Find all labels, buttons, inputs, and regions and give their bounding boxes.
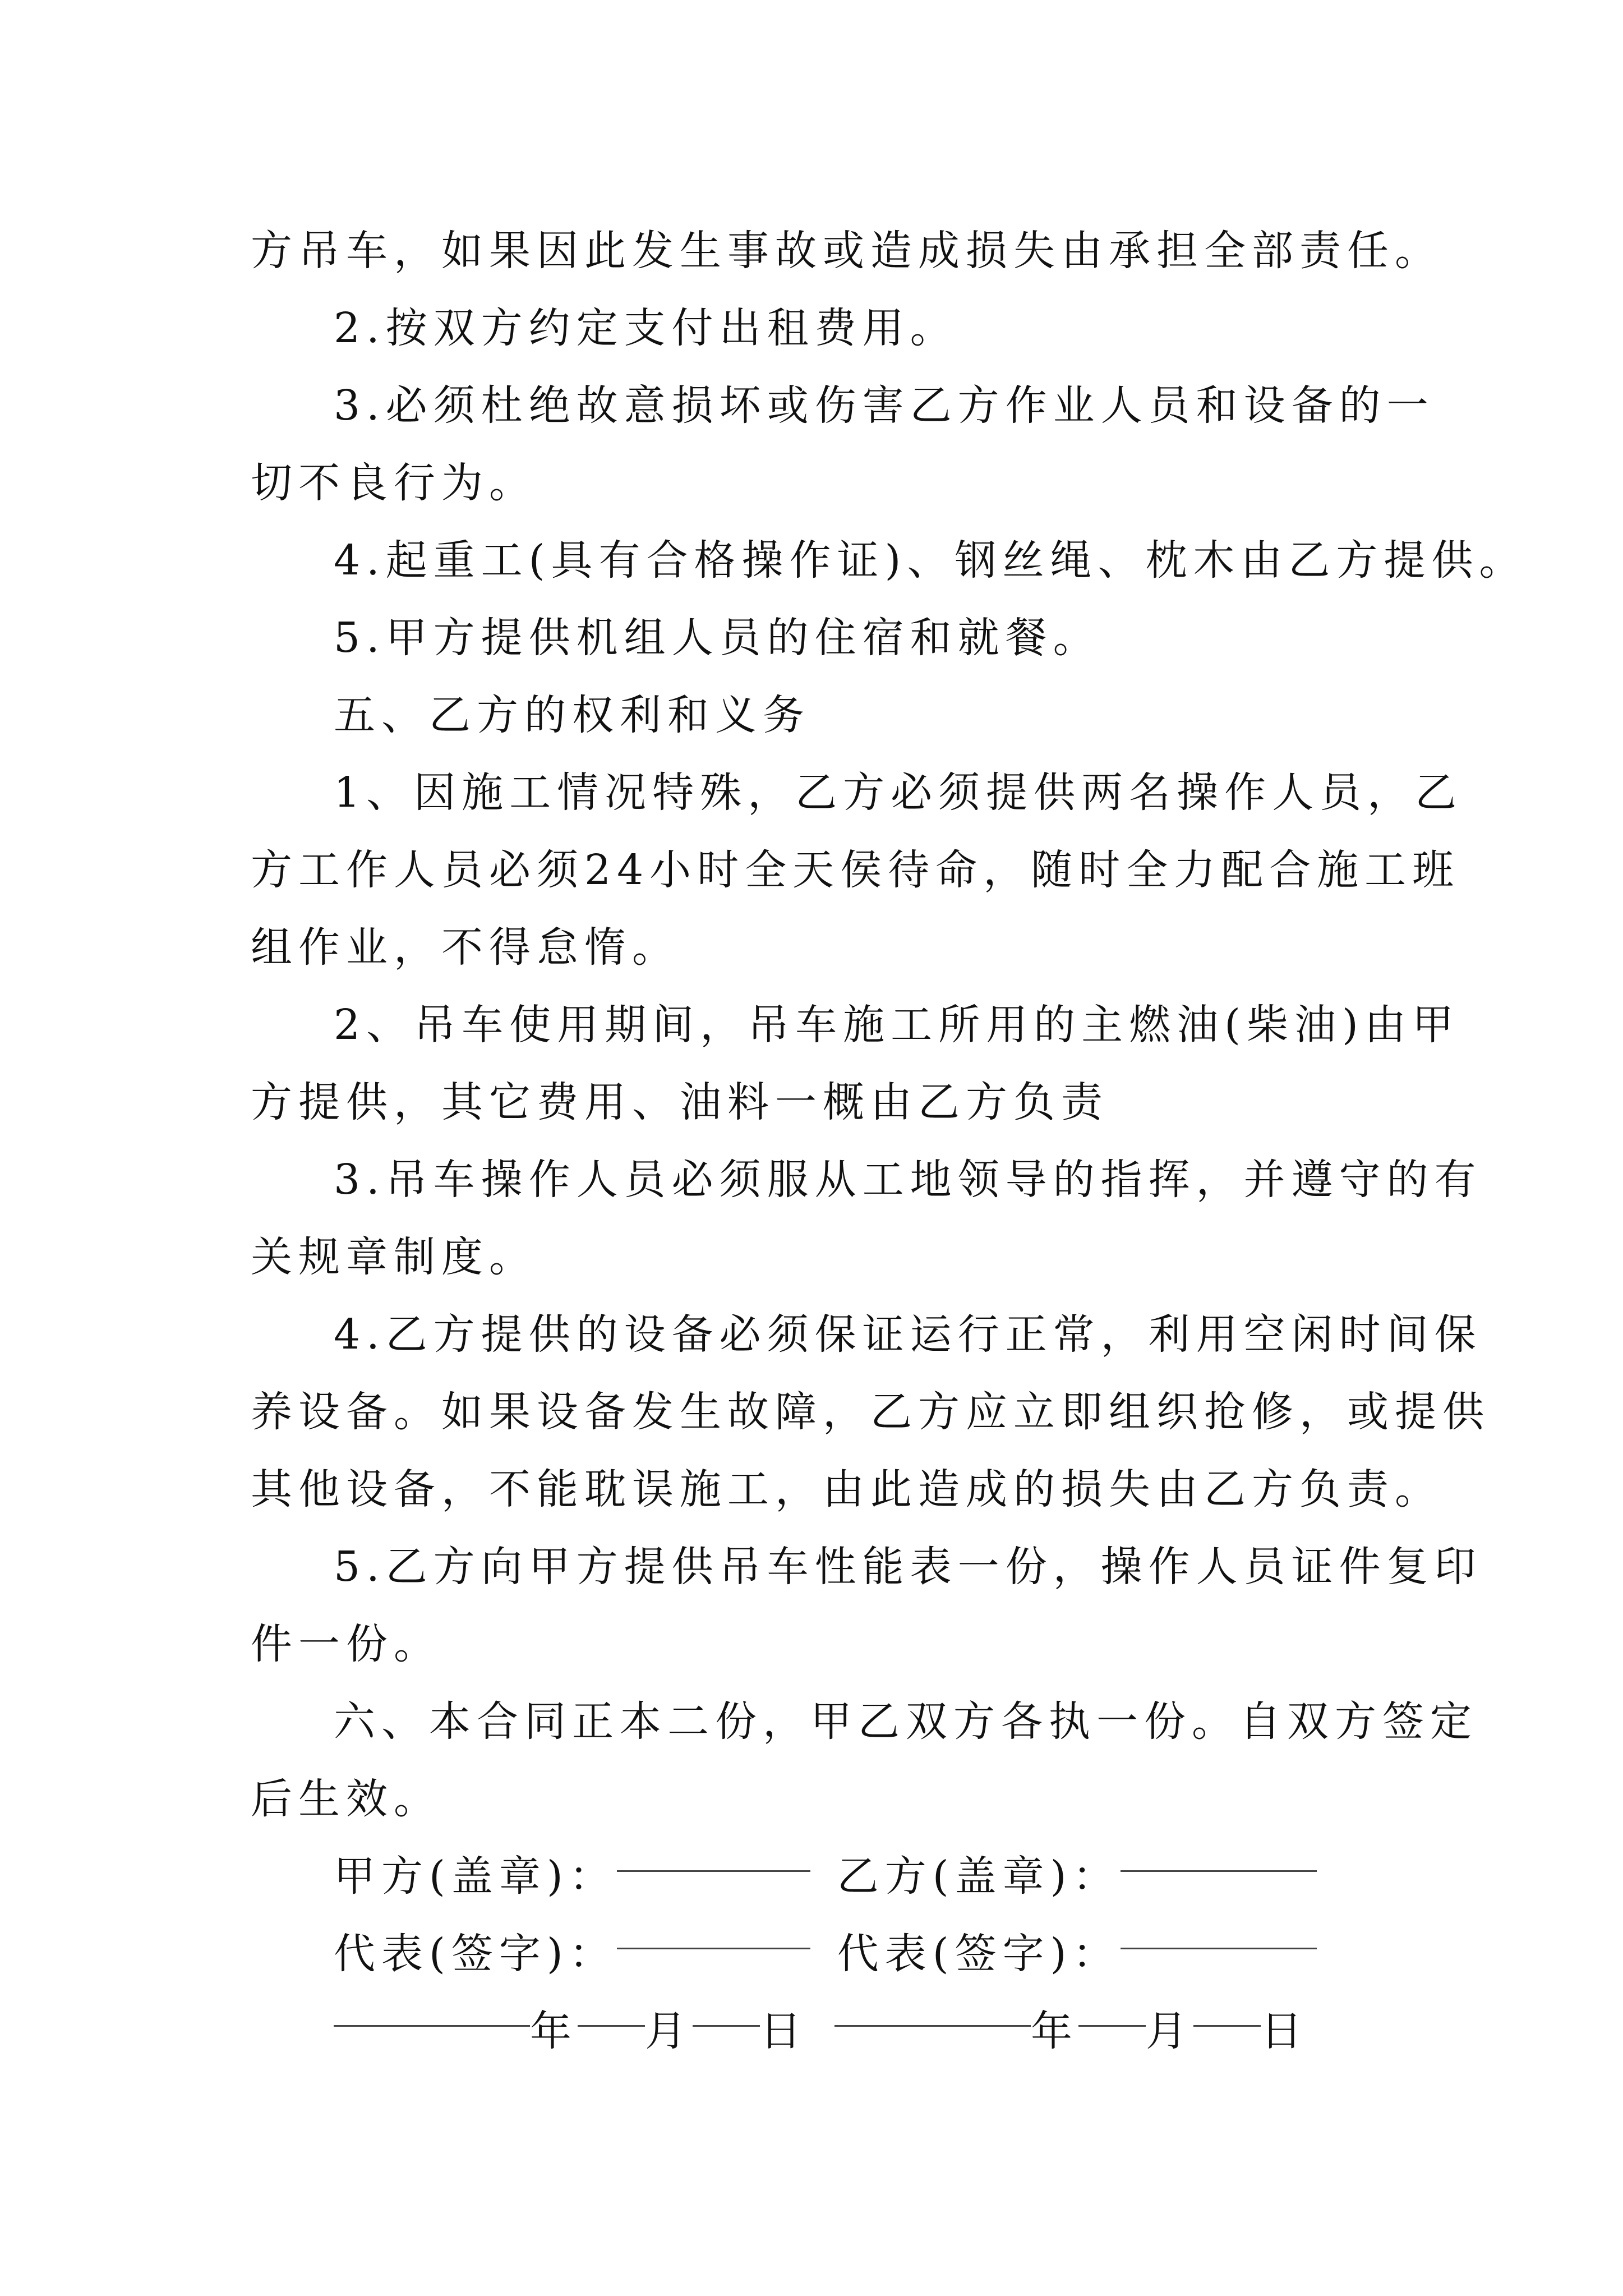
party-a-day-label: 日: [760, 2007, 808, 2055]
party-b-rep-label: 代表(签字)：: [837, 1930, 1121, 1978]
party-a-rep-blank: [617, 1948, 810, 1949]
party-b-year-blank: [834, 2025, 1031, 2027]
party-b-day-blank: [1193, 2025, 1261, 2027]
date-row: [251, 1993, 1384, 2070]
contract-text: [251, 212, 1527, 1838]
text-line: 5.甲方提供机组人员的住宿和就餐。: [334, 614, 1101, 662]
text-line: 3.必须杜绝故意损坏或伤害乙方作业人员和设备的一: [334, 381, 1435, 430]
text-line: 4.起重工(具有合格操作证)、钢丝绳、枕木由乙方提供。: [334, 536, 1527, 585]
text-line: 方吊车，如果因此发生事故或造成损失由承担全部责任。: [251, 227, 1442, 275]
seal-row: [251, 1838, 1384, 1915]
text-line: 4.乙方提供的设备必须保证运行正常，利用空闲时间保: [334, 1310, 1482, 1359]
party-b-year-label: 年: [1031, 2007, 1078, 2055]
text-line: 5.乙方向甲方提供吊车性能表一份，操作人员证件复印: [334, 1543, 1482, 1591]
text-line: 2.按双方约定支付出租费用。: [334, 304, 958, 352]
party-b-rep-blank: [1121, 1948, 1317, 1949]
text-line: 3.吊车操作人员必须服从工地领导的指挥，并遵守的有: [334, 1156, 1482, 1204]
party-a-rep-label: 代表(签字)：: [334, 1930, 617, 1978]
party-b-month-label: 月: [1146, 2007, 1193, 2055]
party-a-day-blank: [693, 2025, 760, 2027]
text-line: 切不良行为。: [251, 459, 537, 507]
party-b-seal-blank: [1121, 1870, 1317, 1872]
text-line: 关规章制度。: [251, 1233, 537, 1281]
party-b-month-blank: [1078, 2025, 1146, 2027]
party-b-day-label: 日: [1261, 2007, 1308, 2055]
party-a-month-blank: [578, 2025, 645, 2027]
text-line: 其他设备，不能耽误施工，由此造成的损失由乙方负责。: [251, 1465, 1442, 1513]
text-line: 2、吊车使用期间，吊车施工所用的主燃油(柴油)由甲: [334, 1001, 1460, 1049]
party-a-month-label: 月: [645, 2007, 693, 2055]
text-line: 方提供，其它费用、油料一概由乙方负责: [251, 1078, 1109, 1126]
party-b-seal-label: 乙方(盖章)：: [837, 1852, 1121, 1901]
text-line: 方工作人员必须24小时全天侯待命，随时全力配合施工班: [251, 846, 1460, 894]
party-a-year-blank: [334, 2025, 530, 2027]
text-line: 后生效。: [251, 1775, 441, 1823]
party-a-year-label: 年: [530, 2007, 578, 2055]
text-line: 1、因施工情况特殊，乙方必须提供两名操作人员，乙: [334, 769, 1463, 817]
party-a-seal-blank: [617, 1870, 810, 1872]
text-line: 组作业，不得怠惰。: [251, 923, 680, 972]
party-a-seal-label: 甲方(盖章)：: [334, 1852, 617, 1901]
text-line: 六、本合同正本二份，甲乙双方各执一份。自双方签定: [334, 1697, 1478, 1746]
text-line: 件一份。: [251, 1620, 441, 1668]
document-body: [251, 212, 1527, 2070]
representative-row: [251, 1915, 1384, 1993]
text-line: 五、乙方的权利和义务: [334, 691, 810, 739]
text-line: 养设备。如果设备发生故障，乙方应立即组织抢修，或提供: [251, 1388, 1490, 1436]
